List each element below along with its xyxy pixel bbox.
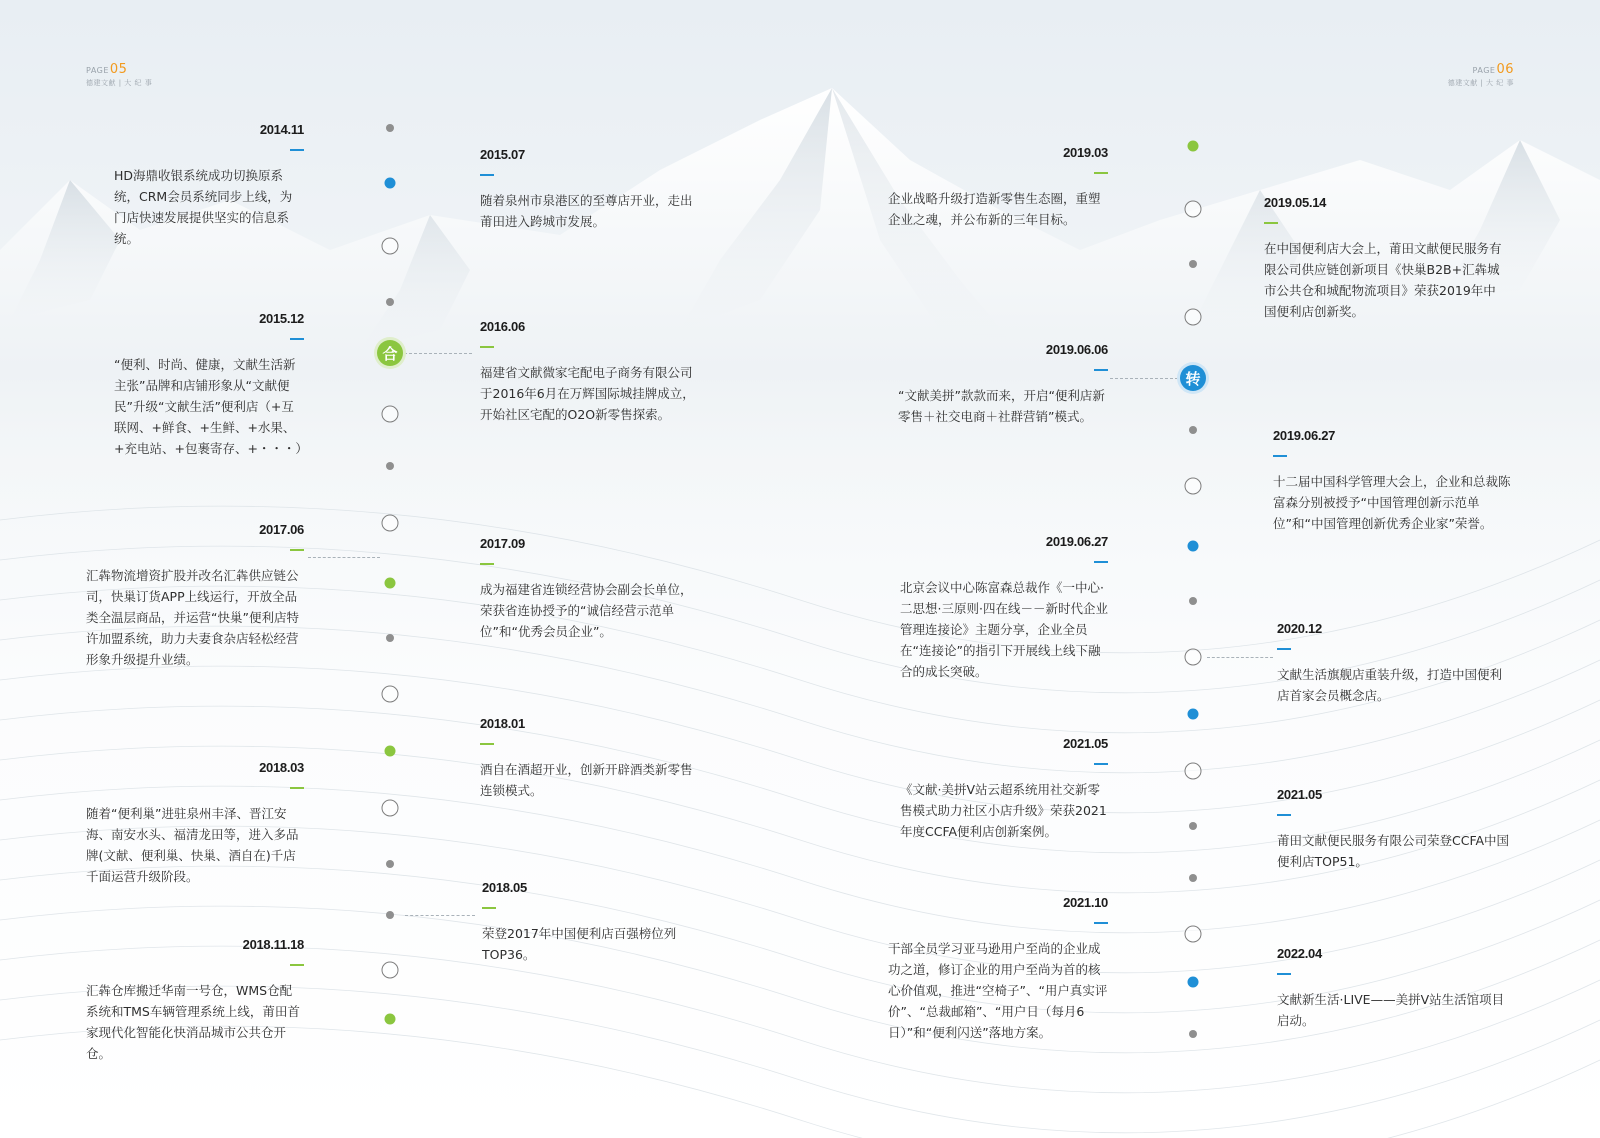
timeline-entry [1273,428,1513,534]
timeline-entry [888,342,1108,427]
timeline-node-ring [382,515,399,532]
entry-dash [482,907,496,909]
timeline-node-green [385,578,396,589]
entry-date: 2019.06.27 [1045,534,1108,549]
entry-text: 干部全员学习亚马逊用户至尚的企业成功之道，修订企业的用户至尚为首的核心价值观，推进“空椅子”、“用户真实评价”、“总裁邮箱”、“用户日（每月6日）”和“便利闪送”落地方案。 [888,941,1108,1040]
timeline-node-blue [1188,977,1199,988]
entry-text: 汇犇物流增资扩股并改名汇犇供应链公司，快巢订货APP上线运行，开放全品类全温层商品，并运营“快巢”便利店特许加盟系统，助力夫妻食杂店轻松经营形象升级提升业绩。 [86,568,299,667]
timeline-node-blue [385,178,396,189]
entry-dash [290,149,304,151]
entry-text: 文献新生活·LIVE——美拼V站生活馆项目启动。 [1277,992,1505,1028]
connector-line [1110,378,1178,379]
entry-text: 福建省文献微家宅配电子商务有限公司于2016年6月在万辉国际城挂牌成立，开始社区宅配的O2O新零售探索。 [480,365,695,422]
timeline-node-dot [1189,1030,1197,1038]
timeline-entry [888,534,1108,682]
page-header-right [1440,62,1514,88]
entry-dash [480,174,494,176]
timeline-entry [480,536,702,642]
timeline-node-ring [1185,478,1202,495]
entry-date: 2021.05 [1277,787,1322,802]
entry-text: 文献生活旗舰店重装升级，打造中国便利店首家会员概念店。 [1277,667,1503,703]
entry-text: 汇犇仓库搬迁华南一号仓，WMS仓配系统和TMS车辆管理系统上线，莆田首家现代化智能化快消品城市公共仓开仓。 [86,983,300,1061]
timeline-node-ring [382,962,399,979]
entry-date: 2020.12 [1277,621,1322,636]
entry-text: 《文献·美拼V站云超系统用社交新零售模式助力社区小店升级》荣获2021年度CCFA便利店创新案例。 [900,782,1107,839]
timeline-node-dot [386,911,394,919]
entry-text: 莆田文献便民服务有限公司荣登CCFA中国便利店TOP51。 [1277,833,1510,869]
entry-date: 2015.12 [259,311,304,326]
entry-date: 2017.09 [480,536,525,551]
timeline-node-green [385,746,396,757]
zhuan-badge: 转 [1180,365,1206,391]
connector-line [405,915,475,916]
entry-date: 2019.06.06 [1045,342,1108,357]
page-number-right: PAGE06 [1472,62,1514,77]
timeline-node-dot [1189,260,1197,268]
page-number-left: PAGE05 [86,62,128,77]
timeline-entry [1277,621,1513,706]
entry-date: 2018.03 [259,760,304,775]
timeline-node-dot [1189,426,1197,434]
timeline-node-dot [386,298,394,306]
entry-text: 十二届中国科学管理大会上，企业和总裁陈富森分别被授予“中国管理创新示范单位”和“中国管理创新优秀企业家”荣誉。 [1273,474,1511,531]
timeline-node-blue [1188,541,1199,552]
timeline-node-ring [382,406,399,423]
timeline-node-ring [382,800,399,817]
timeline-node-dot [1189,874,1197,882]
timeline-node-ring [382,238,399,255]
entry-date: 2019.06.27 [1273,428,1336,443]
timeline-entry [86,760,304,887]
entry-date: 2018.05 [482,880,527,895]
entry-dash [480,743,494,745]
entry-text: 企业战略升级打造新零售生态圈，重塑企业之魂，并公布新的三年目标。 [888,191,1101,227]
entry-text: HD海鼎收银系统成功切换原系统，CRM会员系统同步上线，为门店快速发展提供坚实的信息系统。 [114,168,293,246]
connector-line [1207,657,1273,658]
he-badge: 合 [377,340,403,366]
timeline-node-ring [1185,201,1202,218]
entry-dash [1094,561,1108,563]
timeline-node-blue [1188,709,1199,720]
entry-date: 2018.11.18 [242,937,304,952]
entry-date: 2019.05.14 [1264,195,1327,210]
entry-text: 北京会议中心陈富森总裁作《一中心·二思想·三原则·四在线－－新时代企业管理连接论》主题分享，企业全员在“连接论”的指引下开展线上线下融合的成长突破。 [900,580,1108,679]
entry-dash [1277,814,1291,816]
entry-dash [290,964,304,966]
page-subtitle-right: 德建文献 | 大 纪 事 [1447,79,1514,87]
timeline-entry [86,937,304,1064]
timeline-node-ring [1185,926,1202,943]
entry-text: 在中国便利店大会上，莆田文献便民服务有限公司供应链创新项目《快巢B2B+汇犇城市公共仓和城配物流项目》荣获2019年中国便利店创新奖。 [1264,241,1502,319]
entry-dash [290,549,304,551]
entry-dash [290,787,304,789]
entry-dash [290,338,304,340]
entry-text: 荣登2017年中国便利店百强榜位列TOP36。 [482,926,677,962]
entry-date: 2021.05 [1063,736,1108,751]
timeline-node-ring [382,686,399,703]
entry-dash [1094,922,1108,924]
entry-text: “便利、时尚、健康，文献生活新主张”品牌和店铺形象从“文献便民”升级“文献生活”便利店（+互联网、+鲜食、+生鲜、+水果、+充电站、+包裹寄存、+・・・） [114,357,308,456]
entry-date: 2015.07 [480,147,525,162]
entry-text: 酒自在酒超开业，创新开辟酒类新零售连锁模式。 [480,762,693,798]
timeline-node-ring [1185,649,1202,666]
page-subtitle-left: 德建文献 | 大 纪 事 [86,79,153,87]
entry-dash [1094,172,1108,174]
entry-date: 2019.03 [1063,145,1108,160]
entry-date: 2017.06 [259,522,304,537]
entry-dash [1277,973,1291,975]
timeline-entry [1264,195,1504,322]
page-header-left [86,62,152,88]
entry-date: 2016.06 [480,319,525,334]
entry-dash [1277,648,1291,650]
entry-text: 成为福建省连锁经营协会副会长单位，荣获省连协授予的“诚信经营示范单位”和“优秀会员企业”。 [480,582,693,639]
entry-date: 2021.10 [1063,895,1108,910]
timeline-node-ring [1185,309,1202,326]
connector-line [308,557,380,558]
timeline-entry [888,145,1108,230]
entry-text: 随着“便利巢”进驻泉州丰泽、晋江安海、南安水头、福清龙田等，进入多品牌(文献、便利巢、快巢、酒自在)千店千面运营升级阶段。 [86,806,299,884]
timeline-entry [888,895,1108,1043]
timeline-entry [888,736,1108,842]
timeline-node-ring [1185,763,1202,780]
timeline-node-dot [386,860,394,868]
entry-dash [1273,455,1287,457]
entry-dash [1264,222,1278,224]
timeline-entry [480,716,702,801]
timeline-entry [1277,787,1513,872]
entry-dash [480,346,494,348]
timeline-node-dot [386,634,394,642]
timeline-node-dot [1189,597,1197,605]
entry-dash [480,563,494,565]
timeline-node-green [385,1014,396,1025]
entry-date: 2022.04 [1277,946,1322,961]
connector-line [404,353,472,354]
entry-text: 随着泉州市泉港区的至尊店开业，走出莆田进入跨城市发展。 [480,193,693,229]
timeline-node-green [1188,141,1199,152]
timeline-entry [86,522,304,670]
timeline-entry [480,319,702,425]
entry-dash [1094,369,1108,371]
entry-text: “文献美拼”款款而来，开启“便利店新零售＋社交电商＋社群营销”模式。 [898,388,1105,424]
timeline-entry [86,311,308,459]
timeline-entry [1277,946,1513,1031]
timeline-entry [482,880,682,965]
timeline-node-dot [386,462,394,470]
timeline-node-dot [386,124,394,132]
timeline-entry [480,147,702,232]
entry-date: 2014.11 [259,122,304,137]
timeline-entry [86,122,304,249]
timeline-node-dot [1189,822,1197,830]
entry-date: 2018.01 [480,716,525,731]
entry-dash [1094,763,1108,765]
